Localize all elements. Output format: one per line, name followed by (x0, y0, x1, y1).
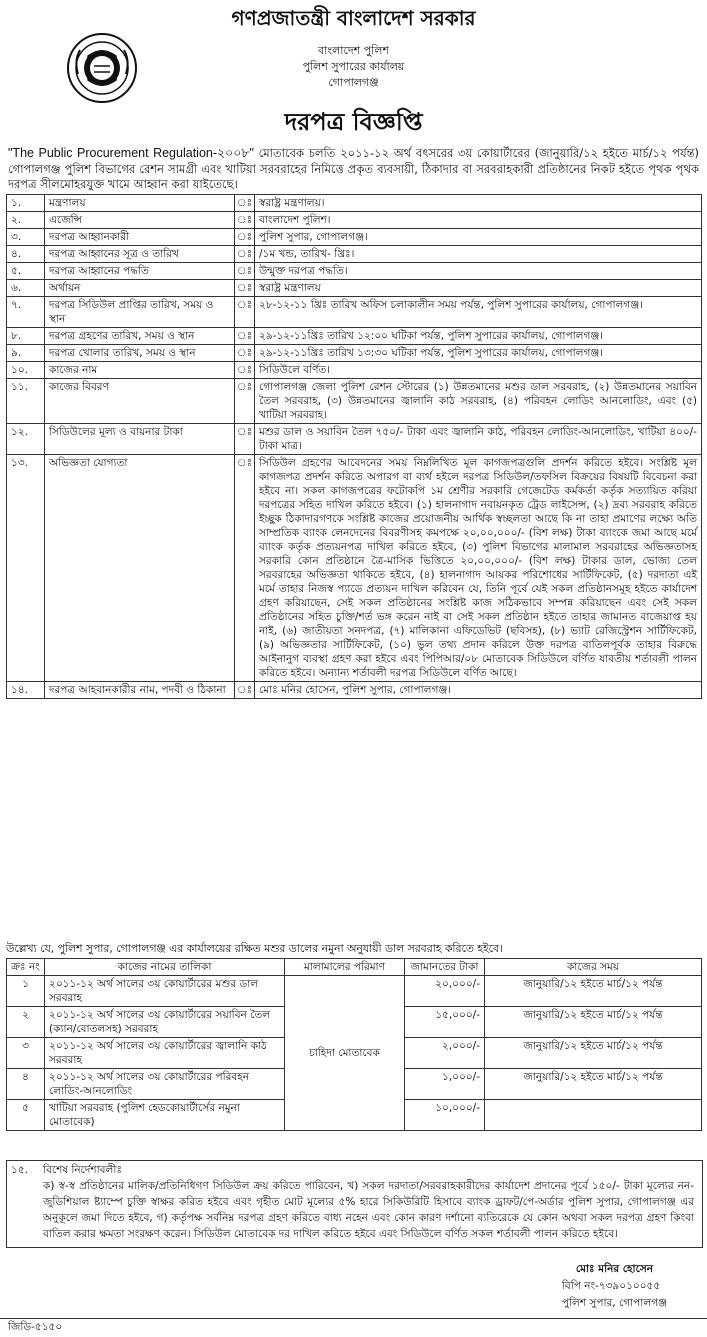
row-separator: ঃ (235, 345, 255, 362)
row-label: দরপত্র আহবানকারীর নাম, পদবী ও ঠিকানা (45, 682, 235, 699)
row-separator: ঃ (235, 362, 255, 379)
row-separator: ঃ (235, 229, 255, 246)
detail-row (7, 682, 702, 699)
row-number: ৪. (7, 246, 45, 263)
detail-row (7, 297, 702, 328)
row-label: মন্ত্রণালয় (45, 195, 235, 212)
lot-name: ২০১১-১২ অর্থ সালের ৩য় কোয়ার্টারের মশুর ডাল সরবরাহ (45, 976, 285, 1007)
row-label: সিডিউলের মূল্য ও বায়নার টাকা (45, 424, 235, 455)
row-separator: ঃ (235, 379, 255, 424)
row-number: ১২. (7, 424, 45, 455)
lot-number: ১ (7, 976, 45, 1007)
special-no: ১৫. (11, 1164, 28, 1176)
lot-time (485, 1100, 702, 1131)
office-line: পুলিশ সুপারের কার্যালয় (302, 60, 405, 73)
row-label: দরপত্র আহ্বানকারী (45, 229, 235, 246)
row-value: /১ম খন্ড, তারিখ- খ্রিঃ। (255, 246, 702, 263)
detail-row (7, 424, 702, 455)
lot-number: ৪ (7, 1069, 45, 1100)
row-number: ২. (7, 212, 45, 229)
row-value: মোঃ মনির হোসেন, পুলিশ সুপার, গোপালগঞ্জ। (255, 682, 702, 699)
lots-table (6, 958, 702, 1131)
lot-security: ২,০০০/- (405, 1038, 485, 1069)
row-value: বাংলাদেশ পুলিশ। (255, 212, 702, 229)
row-separator: ঃ (235, 246, 255, 263)
detail-row (7, 345, 702, 362)
gd-code: জিডি-৫১৫০ (8, 1321, 63, 1333)
lot-name: ২০১১-১২ অর্থ সালের ৩য় কোয়ার্টারের সয়াবিন তৈল (ক্যান/বোতলসহ) সরবরাহ (45, 1007, 285, 1038)
row-label: কাজের বিবরণ (45, 379, 235, 424)
lot-time: জানুয়ারি/১২ হইতে মার্চ/১২ পর্যন্ত (485, 1069, 702, 1100)
government-title: গণপ্রজাতন্ত্রী বাংলাদেশ সরকার (231, 6, 476, 30)
row-value: ২৯-১২-১১খ্রিঃ তারিখ ১২:০০ ঘটিকা পর্যন্ত, পুলিশ সুপারের কার্যালয়, গোপালগঞ্জ। (255, 328, 702, 345)
row-number: ১১. (7, 379, 45, 424)
row-label: এজেন্সি (45, 212, 235, 229)
col-qty: মালামালের পরিমাণ (285, 959, 405, 976)
row-number: ৩. (7, 229, 45, 246)
tender-details-table (6, 194, 702, 699)
row-number: ১৪. (7, 682, 45, 699)
detail-row (7, 246, 702, 263)
signature-block (562, 1261, 667, 1312)
row-separator: ঃ (235, 328, 255, 345)
row-label: দরপত্র আহ্বানের পদ্ধতি (45, 263, 235, 280)
lot-security: ২০,০০০/- (405, 976, 485, 1007)
row-value: সিডিউলে বর্ণিত। (255, 362, 702, 379)
row-label: দরপত্র আহ্বানের সূত্র ও তারিখ (45, 246, 235, 263)
lot-number: ২ (7, 1007, 45, 1038)
notice-title: দরপত্র বিজ্ঞপ্তি (284, 108, 423, 136)
department-line: বাংলাদেশ পুলিশ (318, 44, 389, 57)
row-separator: ঃ (235, 280, 255, 297)
row-value: উন্মুক্ত দরপত্র পদ্ধতি। (255, 263, 702, 280)
signatory-designation: পুলিশ সুপার, গোপালগঞ্জ (561, 1297, 667, 1309)
lots-header-row (7, 959, 702, 976)
col-time: কাজের সময় (485, 959, 702, 976)
row-value: স্বরাষ্ট্র মন্ত্রণালয় (255, 280, 702, 297)
detail-row (7, 263, 702, 280)
row-separator: ঃ (235, 212, 255, 229)
special-instructions (6, 1160, 703, 1248)
row-value: গোপালগঞ্জ জেলা পুলিশ রেশন স্টোরের (১) উন্নতমানের মশুর ডাল সরবরাহ, (২) উন্নতমানের সয়াবিন তৈল সরবরাহ, (৩) উন্নতমানের জ্বালানি কাঠ সরবরাহ, (৪) পরিবহন লোডিং আনলোডিং, এবং (৫) খাটিয়া সরবরাহ। (255, 379, 702, 424)
lot-name: ২০১১-১২ অর্থ সালের ৩য় কোয়ার্টারের জ্বালানি কাঠ সরবরাহ (45, 1038, 285, 1069)
detail-row (7, 455, 702, 682)
row-number: ৮. (7, 328, 45, 345)
lot-number: ৫ (7, 1100, 45, 1131)
row-number: ৫. (7, 263, 45, 280)
special-title: বিশেষ নির্দেশাবলীঃ (43, 1164, 122, 1176)
col-no: ক্রঃ নং (7, 959, 45, 976)
lot-time: জানুয়ারি/১২ হইতে মার্চ/১২ পর্যন্ত (485, 1038, 702, 1069)
row-value: ২৯-১২-১১খ্রিঃ তারিখ ১৩:৩০ ঘটিকা পর্যন্ত, পুলিশ সুপারের কার্যালয়, গোপালগঞ্জ। (255, 345, 702, 362)
row-number: ৯. (7, 345, 45, 362)
detail-row (7, 229, 702, 246)
detail-row (7, 212, 702, 229)
lot-time: জানুয়ারি/১২ হইতে মার্চ/১২ পর্যন্ত (485, 976, 702, 1007)
col-name: কাজের নামের তালিকা (45, 959, 285, 976)
intro-text: মোতাবেক চলতি ২০১১-১২ অর্থ বৎসরের ৩য় কোয়ার্টারের (জানুয়ারি/১২ হইতে মার্চ/১২ পর্যন্ত) গোপালগঞ্জ পুলিশ বিভাগের রেশন সামগ্রী এবং খাটিয়া সরবরাহের নিমিত্তে প্রকৃত ব্যবসায়ী, ঠিকাদার বা সরবরাহকারী প্রতিষ্ঠানের নিকট হইতে পৃথক পৃথক দরপত্র সীলমোহরযুক্ত খামে আহ্বান করা যাইতেছে। (8, 146, 700, 191)
lot-quantity: চাহিদা মোতাবেক (285, 976, 405, 1131)
detail-row (7, 362, 702, 379)
signatory-name: মোঃ মনির হোসেন (575, 1263, 654, 1275)
detail-row (7, 328, 702, 345)
row-separator: ঃ (235, 424, 255, 455)
signatory-bp: বিপি নং-৭৩৯০১০০৫৫ (561, 1280, 661, 1292)
row-separator: ঃ (235, 682, 255, 699)
location-line: গোপালগঞ্জ (328, 76, 379, 89)
lot-name: খাটিয়া সরবরাহ (পুলিশ হেডকোয়ার্টার্সের নমুনা মোতাবেক) (45, 1100, 285, 1131)
row-number: ১০. (7, 362, 45, 379)
detail-row (7, 379, 702, 424)
row-value: স্বরাষ্ট্র মন্ত্রণালয়। (255, 195, 702, 212)
intro-paragraph (8, 146, 699, 193)
row-separator: ঃ (235, 455, 255, 682)
row-value: মশুর ডাল ও সয়াবিন তৈল ৭৫০/- টাকা এবং জ্বালানি কাঠ, পরিবহন লোডিং-আনলোডিং, খাটিয়া ৪০০/- টাকা মাত্র। (255, 424, 702, 455)
row-label: কাজের নাম (45, 362, 235, 379)
lot-security: ১০,০০০/- (405, 1100, 485, 1131)
row-separator: ঃ (235, 263, 255, 280)
row-label: দরপত্র খোলার তারিখ, সময় ও স্থান (45, 345, 235, 362)
row-number: ৬. (7, 280, 45, 297)
row-number: ১৩. (7, 455, 45, 682)
row-value: ২৮-১২-১১ খ্রিঃ তারিখ অফিস চলাকালীন সময় পর্যন্ত, পুলিশ সুপারের কার্যালয়, গোপালগঞ্জ। (255, 297, 702, 328)
row-label: অভিজ্ঞতা যোগ্যতা (45, 455, 235, 682)
detail-row (7, 280, 702, 297)
footer-divider (0, 1318, 707, 1337)
lot-number: ৩ (7, 1038, 45, 1069)
lot-name: ২০১১-১২ অর্থ সালের ৩য় কোয়ার্টারের পরিবহন লোডিং-আনলোডিং (45, 1069, 285, 1100)
regulation-name: "The Public Procurement Regulation-২০০৮" (8, 146, 254, 160)
row-label: অর্থায়ন (45, 280, 235, 297)
lot-row (7, 976, 702, 1007)
row-separator: ঃ (235, 297, 255, 328)
row-number: ১. (7, 195, 45, 212)
row-value: সিডিউল গ্রহণের আবেদনের সময় নিম্নলিখিত মূল কাগজপত্রগুলি প্রদর্শন করিতে হইবে। সংশ্লিষ্ট মূল কাগজপত্র প্রদর্শন করিতে অপারগ বা ব্যর্থ হইলে দরপত্র সিডিউল/তফসিল বিক্রয়ের বিষয়টি বিবেচনা করা হইবে না। সকল কাগজপত্রের ফটোকপি ১ম শ্রেণীর সরকারি গেজেটেড কর্মকর্তা কর্তৃক সত্যায়িত করিয়া দরপত্রের সহিত দাখিল করিতে হইবে। (১) হালনাগাদ নবায়নকৃত ট্রেড লাইসেন্স, (২) দ্রব্য সরবরাহ করিতে ইচ্ছুক ঠিকাদারগণকে সংশ্লিষ্ট কাজের প্রয়োজনীয় আর্থিক স্বচ্ছলতা আছে কি না তাহা প্রমাণের লক্ষ্যে অতি সাম্প্রতিক ব্যাংক লেনদেনের বিবরণীসহ কমপক্ষে ২০,০০,০০০/- (বিশ লক্ষ) টাকা ব্যাংকে জমা আছে মর্মে ব্যাংক কর্তৃক প্রত্যয়নপত্র দাখিল করিতে হইবে, (৩) পুলিশ বিভাগের মালামাল সরবরাহের অভিজ্ঞতাসহ সরকারি কোন প্রতিষ্ঠানে ত্রৈ-মাসিক ভিত্তিতে ২০,০০,০০০/- (বিশ লক্ষ) টাকার ডাল, ভোজ্য তেল সরবরাহের অভিজ্ঞতা থাকিতে হইবে, (৪) হালনাগাদ আয়কর পরিশোধের সার্টিফিকেট, (৫) দরদাতা এই মর্মে তাহার নিজস্ব প্যাডে প্রত্যয়ন দাখিল করিবেন যে, তিনি পূর্বে যেই সকল প্রতিষ্ঠানসমূহ হইতে কার্যাদেশ গ্রহণ করিয়াছেন, সেই সকল প্রতিষ্ঠানের সংশ্লিষ্ট কাজ সঠিকভাবে সম্পন্ন করিয়াছেন এবং সেই সকল প্রতিষ্ঠানের সহিত চুক্তি/শর্ত ভঙ্গ করেন নাই বা সেই সকল প্রতিষ্ঠান হইতে তাহার জামানত বাজেয়াপ্ত হয় নাই, (৬) জাতীয়তা সনদপত্র, (৭) মালিকানা এফিডেভিট (ছবিসহ), (৮) ভ্যাট রেজিস্ট্রেশন সার্টিফিকেট, (৯) অভিজ্ঞতার সার্টিফিকেট, (১০) ভুল তথ্য প্রদান করিলে উক্ত দরপত্র বাতিলপূর্বক তাহার বিরুদ্ধে আইনানুগ ব্যবস্থা গ্রহণ করা হইবে এবং পিপিআর/০৮ মোতাবেক সিডিউলে বর্ণিত যাবতীয় শর্তাবলী পালন করিতে হইবে। অন্যান্য শর্তাবলী দরপত্র সিডিউলে বর্ণিত আছে। (255, 455, 702, 682)
lot-security: ১,০০০/- (405, 1069, 485, 1100)
row-value: পুলিশ সুপার, গোপালগঞ্জ। (255, 229, 702, 246)
row-label: দরপত্র গ্রহণের তারিখ, সময় ও স্থান (45, 328, 235, 345)
row-number: ৭. (7, 297, 45, 328)
special-text: ক) স্ব-স্ব প্রতিষ্ঠানের মালিক/প্রতিনিধিগণ সিডিউল ক্রয় করিতে পারিবেন, খ) সকল দরদাতা/সরবরাহকারীদের কার্যাদেশ প্রদানের পূর্বে ১৫০/- টাকা মূল্যের নন-জুডিশিয়াল ষ্ট্যাম্পে চুক্তি স্বাক্ষর করিত হইবে এবং গৃহীত মোট মূল্যের ৫% হারে সিকিউরিটি হিসাবে ব্যাংক ড্রাফট/পে-অর্ডার পুলিশ সুপার, গোপালগঞ্জ এর অনুকূলে জমা দিতে হইবে, গ) কর্তৃপক্ষ সর্বনিম্ন দরপত্র গ্রহণ করিতে বাধ্য নহেন এবং কোন কারণ দর্শানো ব্যতিরেকে যে কোন অথবা সকল দরপত্র গ্রহণ কিংবা বাতিল করার ক্ষমতা সংরক্ষণ করেন। সিডিউল মোতাবেক দর দাখিল করিতে হইবে এবং সিডিউলে বর্ণিত সকল শর্তাবলী পালন করিতে হইবে। (43, 1180, 694, 1240)
row-label: দরপত্র সিডিউল প্রাপ্তির তারিখ, সময় ও স্থান (45, 297, 235, 328)
lot-security: ১৫,০০০/- (405, 1007, 485, 1038)
sample-note: উল্লেখ্য যে, পুলিশ সুপার, গোপালগঞ্জ এর কার্যালয়ের রক্ষিত মশুর ডালের নমুনা অনুযায়ী ডাল সরবরাহ করিতে হইবে। (6, 942, 503, 955)
col-security: জামানতের টাকা (405, 959, 485, 976)
detail-row (7, 195, 702, 212)
header (0, 0, 707, 140)
row-separator: ঃ (235, 195, 255, 212)
lot-time: জানুয়ারি/১২ হইতে মার্চ/১২ পর্যন্ত (485, 1007, 702, 1038)
